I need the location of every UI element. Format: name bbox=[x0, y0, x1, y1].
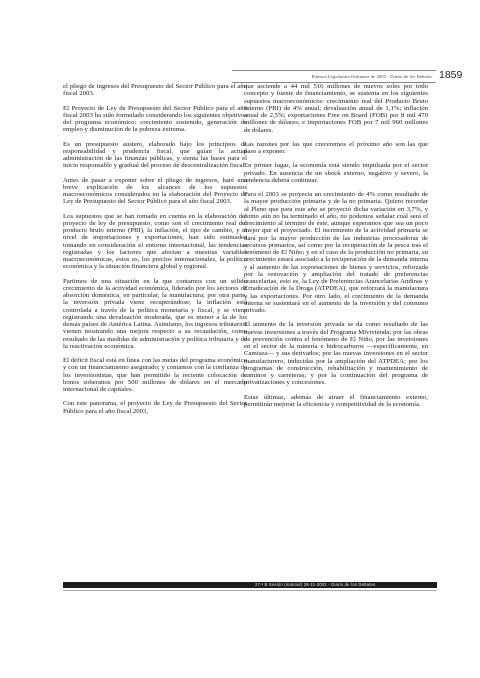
paragraph: Las razones por las que creceremos el próximo año son las que paso a exponer. bbox=[244, 140, 428, 155]
page-number: 1859 bbox=[439, 69, 463, 81]
paragraph: Es un presupuesto austero, elaborado bajo los principios de responsabilidad y prudencia fiscal, que guían la actual administración de las finanzas públicas, y sienta las bases para el inicio responsable y gradual del proceso de descentralización fiscal. bbox=[63, 140, 247, 170]
footer-text: 27.ª B Sesión (matinal) 28-11-2002 - Diario de los Debates bbox=[255, 582, 376, 587]
paragraph: Partimos de una situación en la que contamos con un sólido crecimiento de la actividad económica, liderado por los sectores de absorción doméstica, en particular, la manufactura; por otra parte, la inversión privada viene recuperándose; la inflación está controlada a través de la política monetaria y fiscal, y se viene registrando una devaluación moderada, que es menor a la de los demás países de América Latina. Asimismo, los ingresos tributarios vienen mostrando una mejora respecto a su recaudación, como resultado de las medidas de administración y política tributaria y de la reactivación económica. bbox=[63, 277, 247, 350]
paragraph: Para el 2003 se proyecta un crecimiento de 4% como resultado de la mayor producción primaria y de la no primaria. Quiero recordar al Pleno que para este año se proyectó dicha variación en 3,7%, y como aún no ha terminado el año, no podemos señalar cuál será el crecimiento al término de éste, aunque esperamos que sea un poco mejor que el proyectado. El incremento de la actividad primaria se dará por la mayor producción de las industrias procesadoras de recursos primarios, así como por la recuperación de la pesca tras el fenómeno de El Niño; y en el caso de la producción no primaria, su crecimiento estará asociado a la recuperación de la demanda interna y al aumento de las exportaciones de bienes y servicios, reforzada por la renovación y ampliación del tratado de preferencias arancelarias, esto es, la Ley de Preferencias Arancelarias Andinas y Erradicación de la Droga (ATPDEA), que reforzará la manufactura y las exportaciones. Por otro lado, el crecimiento de la demanda interna se sustentará en el aumento de la inversión y del consumo privado. bbox=[244, 191, 428, 314]
running-header bbox=[232, 70, 436, 83]
footer-rule bbox=[63, 590, 437, 591]
paragraph: El Proyecto de Ley de Presupuesto del Sector Público para el año fiscal 2003 ha sido formulado considerando los siguientes objetivos del programa económico: crecimiento sostenido, generación de empleo y disminución de la pobreza extrema. bbox=[63, 104, 247, 134]
footer-bar bbox=[63, 582, 437, 588]
paragraph: El aumento de la inversión privada se da como resultado de las nuevas inversiones a través del Programa Mivivienda; por las obras de prevención contra el fenómeno de El Niño, por las inversiones en el sector de la minería e hidrocarburos —específicamente, en Camisea— y sus derivados; por las nuevas inversiones en el sector manufacturero, inducidas por la ampliación del ATPDEA; por los programas de construcción, rehabilitación y mantenimiento de caminos y carreteras; y por la continuación del programa de privatizaciones y concesiones. bbox=[244, 321, 428, 387]
paragraph: Con este panorama, el proyecto de Ley de Presupuesto del Sector Público para el año fiscal 2003, bbox=[63, 400, 247, 415]
paragraph: Estas últimas, además de atraer el financiamiento externo, permitirán mejorar la eficiencia y competitividad de la economía. bbox=[244, 393, 428, 408]
running-title: Primera Legislatura Ordinaria de 2002 - Diario de los Debates bbox=[311, 74, 432, 79]
right-column bbox=[244, 83, 428, 415]
paragraph: el pliego de ingresos del Presupuesto del Sector Público para el año fiscal 2003. bbox=[63, 83, 247, 98]
paragraph: Los supuestos que se han tomado en cuenta en la elaboración del proyecto de ley de presupuesto, como son el crecimiento real del producto bruto interno (PBI), la inflación, el tipo de cambio, y el nivel de importaciones y exportaciones, han sido estimados tomando en consideración el entorno internacional, las tendencias registradas y los factores que afectan a nuestras variables macroeconómicas, estos es, los precios internacionales, la política económica y la situación financiera global y regional. bbox=[63, 212, 247, 271]
paragraph: que asciende a 44 mil 516 millones de nuevos soles por todo concepto y fuente de financiamiento, se sustenta en los siguientes supuestos macroeconómicos: crecimiento real del Producto Bruto Interno (PBI) de 4% anual; devaluación anual de 1,1%; inflación anual de 2,5%; exportaciones Free on Board (FOB) por 8 mil 470 millones de dólares; e importaciones FOB por 7 mil 960 millones de dólares. bbox=[244, 83, 428, 134]
left-column bbox=[63, 83, 247, 422]
paragraph: El déficit fiscal está en línea con las metas del programa económico y con un financiamiento asegurado; y contamos con la confianza de los inversionistas, que han permitido la reciente colocación de bonos soberanos por 500 millones de dólares en el mercado internacional de capitales. bbox=[63, 357, 247, 393]
paragraph: En primer lugar, la economía está siendo impulsada por el sector privado. En ausencia de un shock externo, negativo y severo, la tendencia deberá continuar. bbox=[244, 162, 428, 184]
paragraph: Antes de pasar a exponer sobre el pliego de ingresos, haré una breve explicación de los alcances de los supuestos macroeconómicos considerados en la elaboración del Proyecto de Ley de Presupuesto del Sector Público para el año fiscal 2003. bbox=[63, 176, 247, 206]
